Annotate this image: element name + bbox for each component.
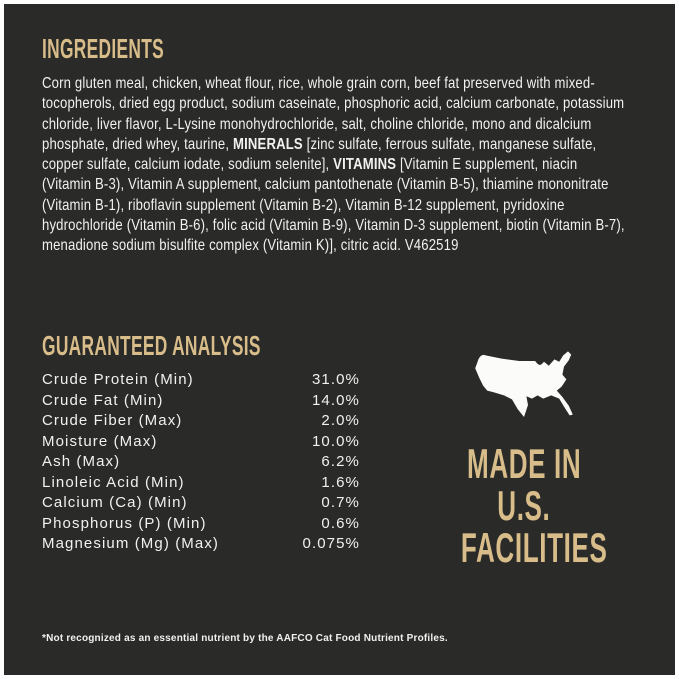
nutrient-name: Moisture (Max) xyxy=(42,432,158,450)
nutrient-value: 31.0% xyxy=(311,371,360,388)
nutrient-name: Magnesium (Mg) (Max) xyxy=(42,535,220,552)
nutrient-value: 2.0% xyxy=(321,412,360,429)
analysis-row xyxy=(42,370,360,391)
nutrient-value: 0.075% xyxy=(302,535,360,552)
ingredient-group-keyword: MINERALS xyxy=(232,135,303,153)
analysis-row xyxy=(42,411,360,432)
analysis-row xyxy=(42,534,360,555)
analysis-row xyxy=(42,493,360,514)
nutrient-name: Phosphorus (P) (Min) xyxy=(42,514,207,532)
nutrient-value: 0.7% xyxy=(321,494,360,511)
made-in-line: FACILITIES xyxy=(460,524,608,571)
analysis-row xyxy=(42,391,360,412)
nutrient-name: Linoleic Acid (Min) xyxy=(42,473,185,491)
nutrient-value: 1.6% xyxy=(321,473,360,491)
analysis-row xyxy=(42,432,360,453)
ingredients-heading: INGREDIENTS xyxy=(42,33,165,64)
ingredients-text xyxy=(42,74,629,257)
ingredient-text-run: [Vitamin E supplement, niacin (Vitamin B-3), Vitamin A supplement, calcium pantothenate (Vitamin B-5), thiamine mononitrate (Vitamin B-1), riboflavin supplement (Vitamin B-2), Vitamin B-12 supplement, pyridoxine hydrochloride (Vitamin B-6), folic acid (Vitamin B-9), Vitamin D-3 supplement, biotin (Vitamin B-7), menadione sodium bisulfite complex (Vitamin K)], citric acid. V462519 xyxy=(42,156,625,255)
ingredient-group-keyword: VITAMINS xyxy=(333,156,397,174)
made-in-line: U.S. xyxy=(497,482,551,529)
nutrient-name: Crude Protein (Min) xyxy=(42,371,194,388)
footnote: *Not recognized as an essential nutrient by the AAFCO Cat Food Nutrient Profiles. xyxy=(42,633,448,644)
usa-map-icon xyxy=(460,349,588,429)
nutrient-value: 0.6% xyxy=(321,514,360,532)
ingredient-text-run: Corn gluten meal, chicken, wheat flour, rice, whole grain corn, beef fat preserved with mixed-tocopherols, dried egg product, sodium caseinate, phosphoric acid, calcium carbonate, potassium chloride, liver flavor, L-Lysine monohydrochloride, salt, choline chloride, mono and dicalcium phosphate, dried whey, taurine, xyxy=(42,75,625,153)
ingredient-text-run: [zinc sulfate, ferrous sulfate, manganese sulfate, copper sulfate, calcium iodate, sodium selenite], xyxy=(42,135,597,174)
analysis-row xyxy=(42,514,360,535)
nutrient-name: Crude Fat (Min) xyxy=(42,391,164,409)
nutrient-value: 6.2% xyxy=(321,453,360,470)
guaranteed-analysis-heading: GUARANTEED ANALYSIS xyxy=(42,330,261,361)
nutrient-name: Calcium (Ca) (Min) xyxy=(42,494,188,511)
made-in-us-block xyxy=(416,349,632,569)
analysis-row xyxy=(42,452,360,473)
guaranteed-analysis-table xyxy=(42,370,360,555)
nutrient-name: Crude Fiber (Max) xyxy=(42,412,183,429)
nutrient-value: 10.0% xyxy=(311,432,360,450)
analysis-row xyxy=(42,473,360,494)
pet-food-label-panel xyxy=(4,4,675,675)
made-in-line: MADE IN xyxy=(466,440,582,487)
nutrient-value: 14.0% xyxy=(311,391,360,409)
nutrient-name: Ash (Max) xyxy=(42,453,121,470)
